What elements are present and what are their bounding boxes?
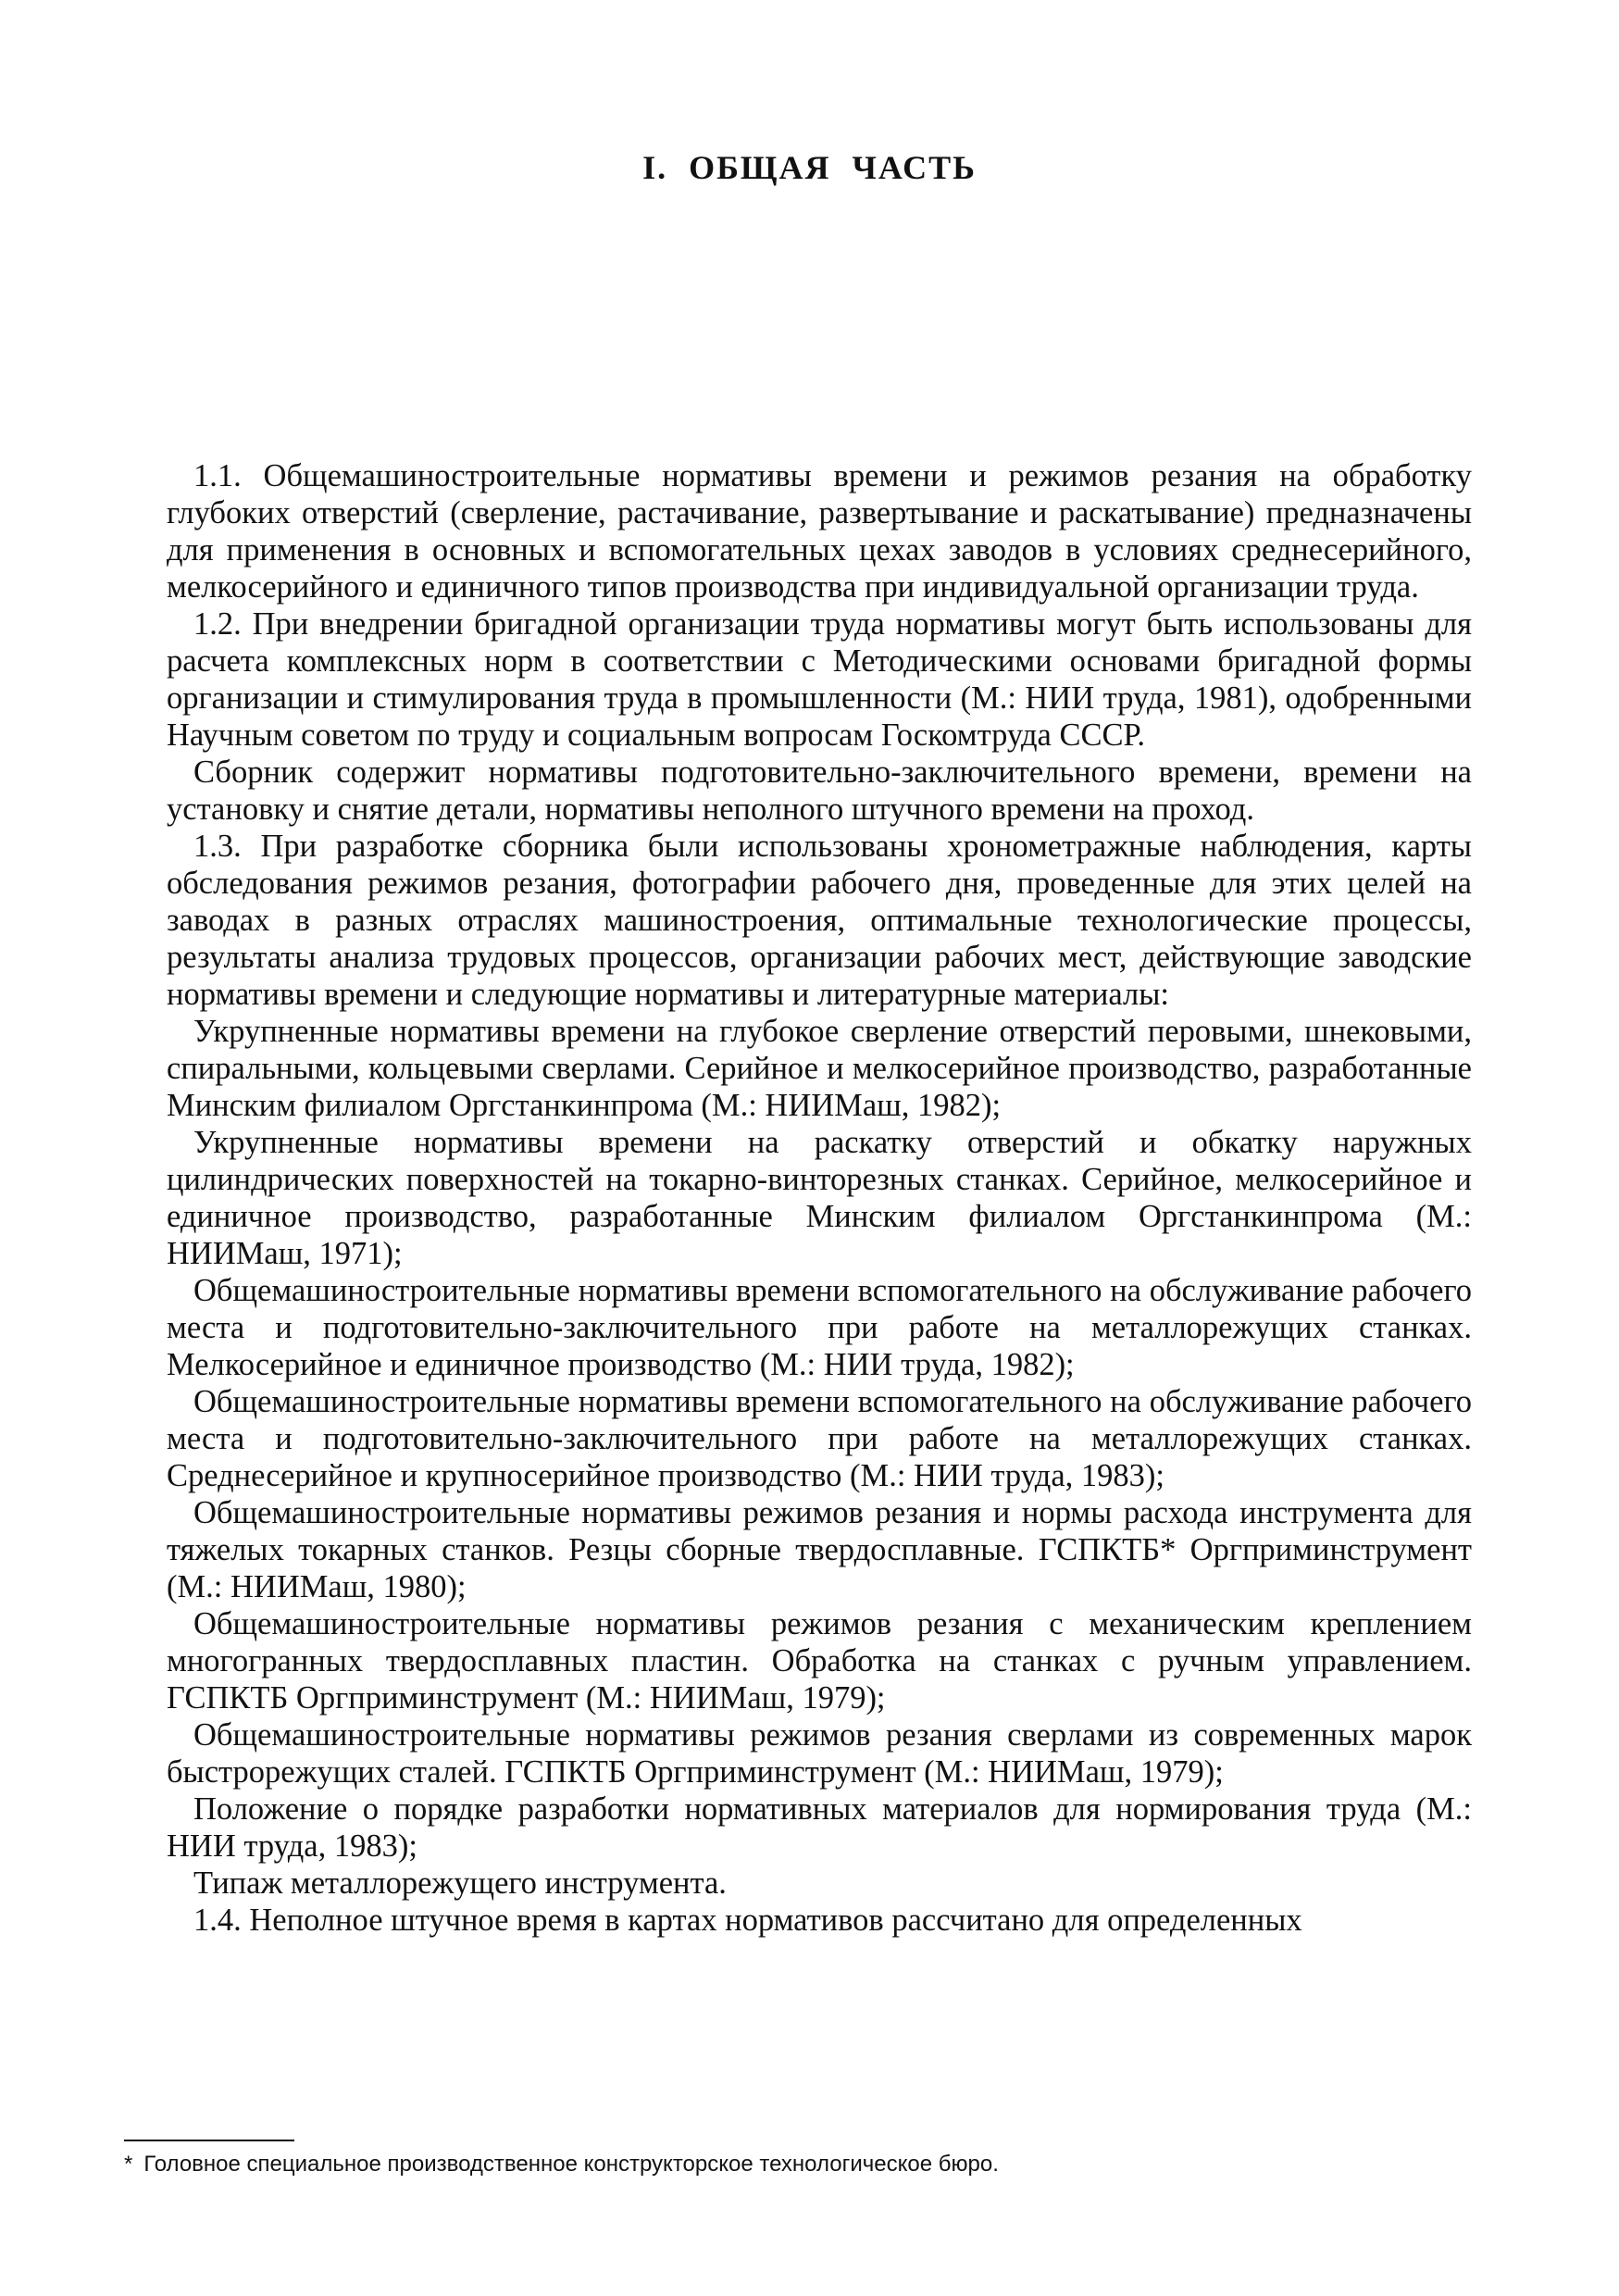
section-title: I. ОБЩАЯ ЧАСТЬ <box>642 149 977 186</box>
reference-item: Положение о порядке разработки нормативных материалов для нормирования труда (М.: НИИ труда, 1983); <box>167 1791 1472 1864</box>
footnote-mark: * <box>124 2152 133 2177</box>
reference-item: Общемашиностроительные нормативы режимов резания с механическим креплением многогранных твердосплавных пластин. Обработка на станках с ручным управлением. ГСПКТБ Оргприминструмент (М.: НИИМаш, 1979); <box>167 1606 1472 1716</box>
reference-item: Общемашиностроительные нормативы режимов резания сверлами из современных марок быстрорежущих сталей. ГСПКТБ Оргприминструмент (М.: НИИМаш, 1979); <box>167 1717 1472 1790</box>
paragraph-1-2: 1.2. При внедрении бригадной организации труда нормативы могут быть использованы для расчета комплексных норм в соответствии с Методическими основами бригадной формы организации и стимулирования труда в промышленности (М.: НИИ труда, 1981), одобренными Научным советом по труду и социальным вопросам Госкомтруда СССР. <box>167 606 1472 753</box>
paragraph-1-3: 1.3. При разработке сборника были использованы хронометражные наблюдения, карты обследования режимов резания, фотографии рабочего дня, проведенные для этих целей на заводах в разных отраслях машиностроения, оптимальные технологические процессы, результаты анализа трудовых процессов, организации рабочих мест, действующие заводские нормативы времени и следующие нормативы и литературные материалы: <box>167 829 1472 1012</box>
reference-item: Общемашиностроительные нормативы режимов резания и нормы расхода инструмента для тяжелых токарных станков. Резцы сборные твердосплавные. ГСПКТБ* Оргприминструмент (М.: НИИМаш, 1980); <box>167 1495 1472 1604</box>
reference-item: Укрупненные нормативы времени на глубокое сверление отверстий перовыми, шнековыми, спиральными, кольцевыми сверлами. Серийное и мелкосерийное производство, разработанные Минским филиалом Оргстанкинпрома (М.: НИИМаш, 1982); <box>167 1014 1472 1123</box>
body-text <box>167 457 1472 1939</box>
reference-item: Укрупненные нормативы времени на раскатку отверстий и обкатку наружных цилиндрических поверхностей на токарно-винторезных станках. Серийное, мелкосерийное и единичное производство, разработанные Минским филиалом Оргстанкинпрома (М.: НИИМаш, 1971); <box>167 1125 1472 1271</box>
paragraph-collection-contents: Сборник содержит нормативы подготовительно-заключительного времени, времени на установку и снятие детали, нормативы неполного штучного времени на проход. <box>167 755 1472 827</box>
paragraph-1-4: 1.4. Неполное штучное время в картах нормативов рассчитано для определенных <box>193 1903 1302 1938</box>
footnote-text: Головное специальное производственное конструкторское технологическое бюро. <box>143 2152 999 2177</box>
footnote <box>124 2150 1420 2179</box>
paragraph-1-1: 1.1. Общемашиностроительные нормативы времени и режимов резания на обработку глубоких отверстий (сверление, растачивание, развертывание и раскатывание) предназначены для применения в основных и вспомогательных цехах заводов в условиях среднесерийного, мелкосерийного и единичного типов производства при индивидуальной организации труда. <box>167 458 1472 605</box>
footnote-divider <box>124 2140 294 2141</box>
reference-item: Типаж металлорежущего инструмента. <box>193 1866 727 1901</box>
reference-item: Общемашиностроительные нормативы времени вспомогательного на обслуживание рабочего места и подготовительно-заключительного при работе на металлорежущих станках. Мелкосерийное и единичное производство (М.: НИИ труда, 1982); <box>167 1273 1472 1382</box>
reference-item: Общемашиностроительные нормативы времени вспомогательного на обслуживание рабочего места и подготовительно-заключительного при работе на металлорежущих станках. Среднесерийное и крупносерийное производство (М.: НИИ труда, 1983); <box>167 1384 1472 1493</box>
